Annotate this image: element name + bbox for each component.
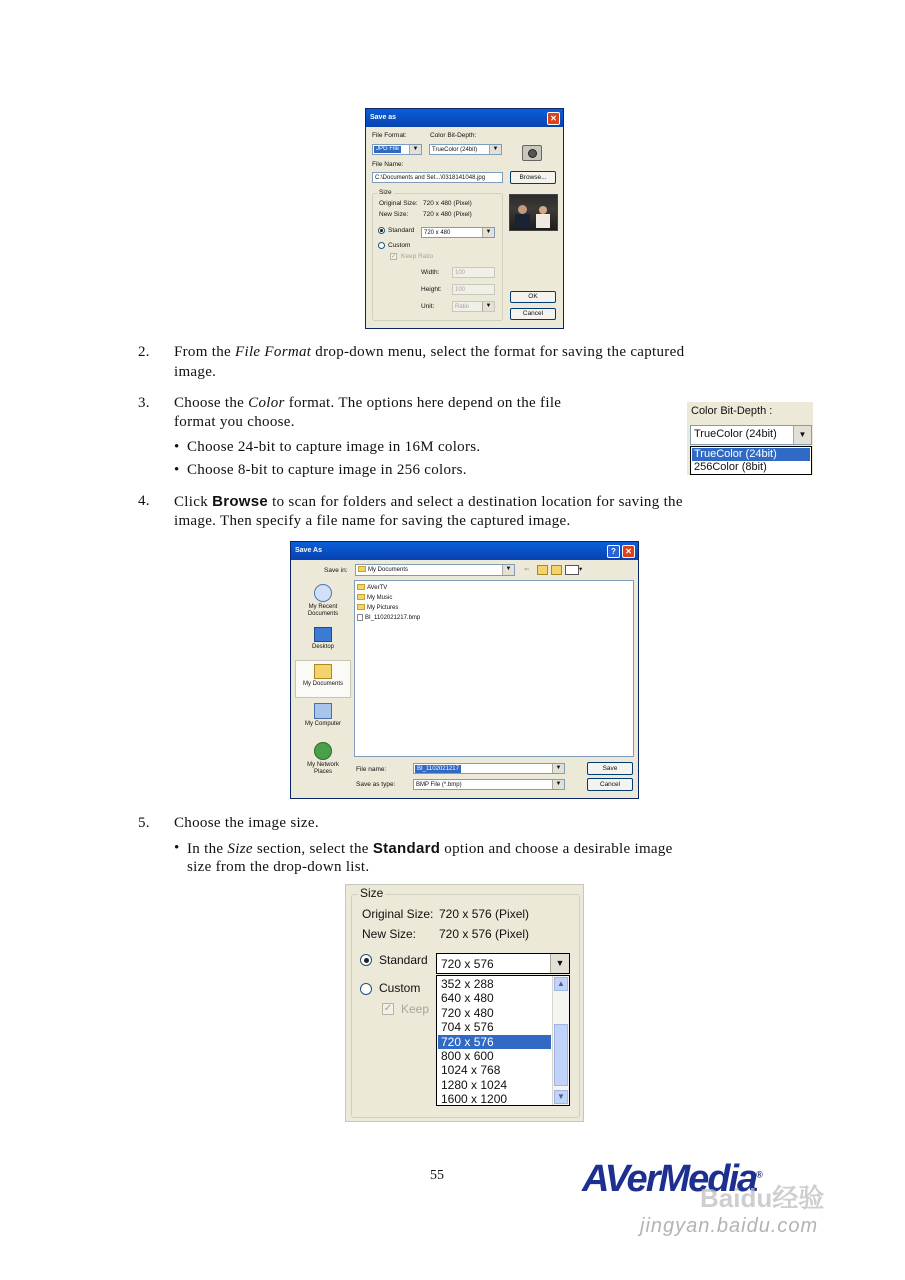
- folder-icon: [357, 594, 365, 600]
- list-item[interactable]: 704 x 576: [441, 1020, 494, 1035]
- standard-label: Standard: [379, 953, 428, 967]
- places-network[interactable]: My Network Places: [295, 742, 351, 776]
- new-size-value: 720 x 480 (Pixel): [423, 211, 472, 218]
- step-text-cont: image. Then specify a file name for saving the captured image.: [174, 513, 571, 529]
- chevron-down-icon[interactable]: ▼: [409, 145, 421, 154]
- color-depth-panel: [687, 402, 813, 475]
- step-number: 2.: [138, 344, 150, 360]
- step-text: Choose the Color format. The options here depend on the file: [174, 395, 562, 411]
- width-field[interactable]: 100: [452, 267, 495, 278]
- unit-label: Unit:: [421, 303, 435, 310]
- documents-folder-icon: [314, 664, 332, 679]
- desktop-icon: [314, 627, 332, 642]
- folder-icon: [358, 566, 366, 572]
- help-icon[interactable]: ?: [607, 545, 620, 558]
- dialog-titlebar[interactable]: [366, 109, 563, 127]
- cancel-button[interactable]: Cancel: [510, 308, 556, 320]
- save-as-type-select[interactable]: BMP File (*.bmp) ▼: [413, 779, 565, 790]
- back-icon[interactable]: ⇐: [524, 566, 530, 573]
- step-text-cont: image.: [174, 364, 217, 380]
- places-recent[interactable]: My Recent Documents: [295, 584, 351, 618]
- color-depth-list[interactable]: [690, 446, 812, 475]
- list-item[interactable]: 800 x 600: [441, 1048, 494, 1063]
- scrollbar-thumb[interactable]: [554, 1024, 568, 1086]
- unit-select[interactable]: Ratio ▼: [452, 301, 495, 312]
- standard-size-select[interactable]: 720 x 480 ▼: [421, 227, 495, 238]
- list-item[interactable]: 720 x 480: [441, 1005, 494, 1020]
- standard-label: Standard: [388, 227, 415, 234]
- file-format-label: File Format:: [372, 132, 407, 139]
- list-item[interactable]: 640 x 480: [441, 991, 494, 1006]
- list-item[interactable]: My Pictures: [357, 604, 398, 612]
- chevron-down-icon[interactable]: ▼: [554, 1090, 568, 1104]
- chevron-down-icon[interactable]: ▼: [793, 426, 811, 444]
- list-item[interactable]: 1024 x 768: [441, 1063, 501, 1078]
- chevron-up-icon[interactable]: ▲: [554, 977, 568, 991]
- custom-label: Custom: [388, 242, 411, 249]
- dialog-title: Save as: [370, 114, 397, 121]
- close-icon[interactable]: ✕: [622, 545, 635, 558]
- chevron-down-icon[interactable]: ▼: [482, 302, 494, 311]
- bullet-text: Choose 24-bit to capture image in 16M colors.: [187, 439, 481, 455]
- bitmap-file-icon: [357, 614, 363, 621]
- color-depth-label: Color Bit-Depth :: [691, 405, 773, 417]
- places-my-computer[interactable]: My Computer: [295, 703, 351, 728]
- standard-radio[interactable]: [360, 954, 372, 966]
- custom-label: Custom: [379, 981, 421, 995]
- computer-icon: [314, 703, 332, 719]
- list-item[interactable]: My Music: [357, 594, 392, 602]
- height-field[interactable]: 100: [452, 284, 495, 295]
- save-in-select[interactable]: My Documents ▼: [355, 564, 515, 576]
- original-size-label: Original Size:: [379, 200, 418, 207]
- chevron-down-icon[interactable]: ▼: [550, 954, 569, 973]
- save-as-type-label: Save as type:: [356, 781, 396, 788]
- avermedia-logo: AVerMedia®: [582, 1158, 763, 1200]
- chevron-down-icon[interactable]: ▾: [579, 566, 583, 573]
- keep-label: Keep: [401, 1002, 430, 1016]
- folder-icon: [357, 604, 365, 610]
- width-label: Width:: [421, 269, 440, 276]
- places-bar: [295, 580, 353, 786]
- bullet-text: Choose 8-bit to capture image in 256 colors.: [187, 462, 467, 478]
- size-group-label: Size: [360, 886, 384, 900]
- page-number: 55: [430, 1168, 444, 1183]
- close-icon[interactable]: ✕: [547, 112, 560, 125]
- list-item[interactable]: AVerTV: [357, 584, 387, 592]
- preview-thumbnail: [509, 194, 558, 231]
- step-number: 4.: [138, 493, 150, 509]
- file-name-label: File name:: [356, 766, 387, 773]
- file-name-field[interactable]: BI_1102021217 ▼: [413, 763, 565, 774]
- custom-radio[interactable]: [378, 242, 385, 249]
- original-size-label: Original Size:: [362, 907, 434, 921]
- places-my-documents[interactable]: My Documents: [295, 660, 351, 698]
- original-size-value: 720 x 576 (Pixel): [439, 907, 530, 921]
- new-size-value: 720 x 576 (Pixel): [439, 927, 530, 941]
- size-panel: [345, 884, 584, 1122]
- list-item[interactable]: 352 x 288: [441, 977, 494, 991]
- places-desktop[interactable]: Desktop: [295, 627, 351, 651]
- step-text: Choose the image size.: [174, 815, 319, 831]
- list-item[interactable]: TrueColor (24bit): [692, 448, 810, 461]
- keep-ratio-checkbox[interactable]: ✓: [391, 254, 397, 260]
- step-text-cont: format you choose.: [174, 414, 295, 430]
- save-as-dialog: [365, 108, 564, 329]
- file-name-field[interactable]: C:\Documents and Set...\0318141048.jpg: [372, 172, 503, 183]
- new-size-label: New Size:: [362, 927, 417, 941]
- file-format-select[interactable]: JPG File ▼: [372, 144, 422, 155]
- file-name-label: File Name:: [372, 161, 404, 168]
- size-group-label: Size: [379, 189, 392, 196]
- original-size-value: 720 x 480 (Pixel): [423, 200, 472, 207]
- folder-icon: [357, 584, 365, 590]
- save-in-label: Save in:: [324, 567, 348, 574]
- cancel-button[interactable]: Cancel: [587, 778, 633, 791]
- list-item[interactable]: BI_1102021217.bmp: [357, 614, 420, 622]
- file-list[interactable]: [354, 580, 634, 757]
- browse-button[interactable]: Browse...: [510, 171, 556, 184]
- bullet-text: In the Size section, select the Standard option and choose a desirable image: [187, 840, 673, 857]
- keep-ratio-checkbox[interactable]: ✓: [383, 1003, 393, 1014]
- bullet: •: [174, 840, 180, 856]
- save-button[interactable]: Save: [587, 762, 633, 775]
- custom-radio[interactable]: [360, 983, 372, 995]
- step-text: From the File Format drop-down menu, select the format for saving the captured: [174, 344, 685, 360]
- camera-icon: [522, 145, 542, 161]
- color-depth-select[interactable]: TrueColor (24bit) ▼: [690, 425, 812, 445]
- bullet: •: [174, 462, 180, 478]
- chevron-down-icon[interactable]: ▼: [552, 764, 564, 773]
- new-folder-icon[interactable]: [551, 565, 562, 575]
- baidu-watermark: Baidu经验: [700, 1183, 825, 1213]
- step-number: 5.: [138, 815, 150, 831]
- step-text: Click Browse to scan for folders and select a destination location for saving the: [174, 493, 683, 510]
- recent-documents-icon: [314, 584, 332, 602]
- list-item[interactable]: 720 x 576: [438, 1035, 551, 1049]
- size-list-items: [438, 977, 551, 1107]
- list-item[interactable]: 1280 x 1024: [441, 1077, 508, 1092]
- chevron-down-icon[interactable]: ▼: [502, 565, 514, 575]
- dialog-titlebar[interactable]: [291, 542, 638, 560]
- standard-size-select[interactable]: 720 x 576 ▼: [436, 953, 570, 974]
- size-options-list[interactable]: [436, 975, 570, 1106]
- color-depth-select[interactable]: TrueColor (24bit) ▼: [429, 144, 502, 155]
- chevron-down-icon[interactable]: ▼: [482, 228, 494, 237]
- watermark-url: jingyan.baidu.com: [640, 1215, 819, 1237]
- views-menu-icon[interactable]: [565, 565, 579, 575]
- list-item[interactable]: 256Color (8bit): [694, 461, 767, 473]
- height-label: Height:: [421, 286, 442, 293]
- bullet: •: [174, 439, 180, 455]
- chevron-down-icon[interactable]: ▼: [552, 780, 564, 789]
- up-folder-icon[interactable]: [537, 565, 548, 575]
- standard-radio[interactable]: [378, 227, 385, 234]
- step-number: 3.: [138, 395, 150, 411]
- new-size-label: New Size:: [379, 211, 409, 218]
- network-globe-icon: [314, 742, 332, 760]
- ok-button[interactable]: OK: [510, 291, 556, 303]
- scrollbar[interactable]: [552, 976, 569, 1105]
- list-item[interactable]: 1600 x 1200: [441, 1092, 508, 1107]
- chevron-down-icon[interactable]: ▼: [489, 145, 501, 154]
- bullet-text-cont: size from the drop-down list.: [187, 859, 370, 875]
- dialog-title: Save As: [295, 547, 322, 554]
- color-depth-label: Color Bit-Depth:: [430, 132, 477, 139]
- windows-save-as-dialog: [290, 541, 639, 799]
- keep-ratio-label: Keep Ratio: [401, 253, 434, 260]
